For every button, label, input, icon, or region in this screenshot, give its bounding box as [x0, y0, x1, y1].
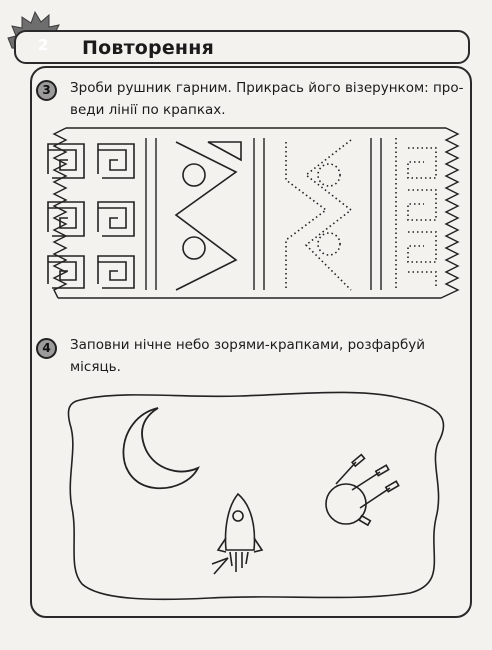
task-4-text-line-1: Заповни нічне небо зорями-крапками, розфарбуй: [70, 337, 426, 353]
sky-outline: [68, 392, 443, 599]
task-number-3: 3: [36, 80, 57, 101]
satellite-icon: [326, 455, 399, 525]
meander-pattern-dotted: [396, 138, 436, 290]
zigzag-pattern-solid: [176, 142, 241, 290]
towel-outline: [54, 128, 458, 298]
page-number: 2: [38, 36, 49, 54]
task-4-text-line-2: місяць.: [70, 359, 121, 375]
page-title: Повторення: [82, 37, 214, 59]
task-4-text: [70, 334, 470, 378]
task-3-text-line-2: веди лінії по крапках.: [70, 102, 226, 118]
task-3-text-line-1: Зроби рушник гарним. Прикрась його візерунком: про-: [70, 80, 464, 96]
night-sky-drawing: [60, 388, 460, 603]
towel-drawing: [36, 120, 466, 310]
zigzag-pattern-dotted: [286, 140, 351, 290]
rocket-icon: [212, 494, 262, 574]
moon-icon: [123, 408, 198, 488]
meander-pattern-solid: [48, 144, 134, 288]
task-3-text: [70, 77, 470, 121]
task-number-4: 4: [36, 338, 57, 359]
